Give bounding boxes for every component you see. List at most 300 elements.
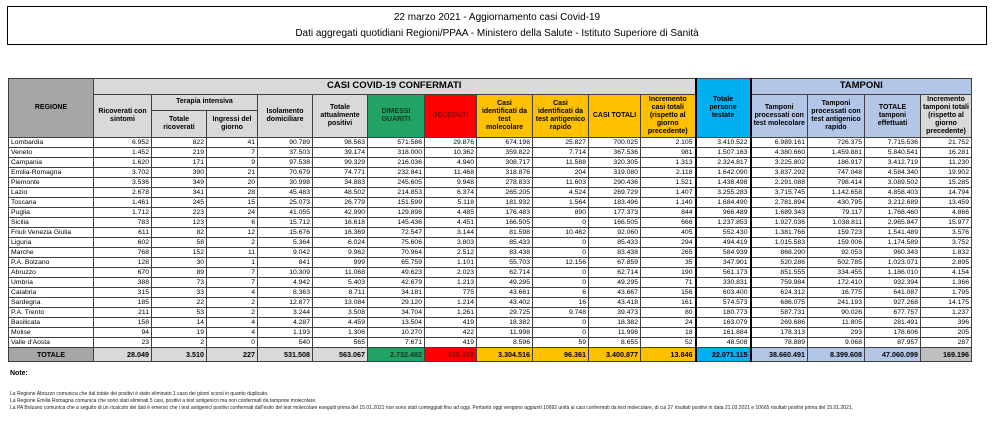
table-row — [9, 178, 972, 188]
data-cell: 8.655 — [589, 338, 641, 348]
data-cell: 4 — [207, 318, 258, 328]
data-cell: 960.343 — [865, 248, 921, 258]
data-cell: 16.618 — [313, 218, 368, 228]
data-cell: 13.504 — [368, 318, 425, 328]
data-cell: 1.768.460 — [865, 208, 921, 218]
data-cell: 163.079 — [696, 318, 751, 328]
data-cell: 70.964 — [368, 248, 425, 258]
data-cell: 129.898 — [368, 208, 425, 218]
data-cell: 241.193 — [808, 298, 865, 308]
data-cell: 4.858.403 — [865, 188, 921, 198]
data-cell: 494.419 — [696, 238, 751, 248]
data-cell: 18.382 — [477, 318, 533, 328]
data-cell: 10.270 — [368, 328, 425, 338]
data-cell: 294 — [641, 238, 696, 248]
data-cell: 80 — [641, 308, 696, 318]
data-cell: 1.642.090 — [696, 168, 751, 178]
data-cell: 1.237.853 — [696, 218, 751, 228]
column-header-incremento-casi: Incremento casi totali (rispetto al giorno precedente) — [641, 95, 696, 138]
data-cell: 405 — [641, 228, 696, 238]
data-cell: 6.374 — [425, 188, 477, 198]
data-cell: 15.977 — [921, 218, 972, 228]
data-cell: 502.785 — [808, 258, 865, 268]
data-cell: 23 — [94, 338, 152, 348]
data-cell: 1.541.489 — [865, 228, 921, 238]
data-cell: 11.068 — [313, 268, 368, 278]
data-cell: 3.508 — [313, 308, 368, 318]
region-name: Piemonte — [9, 178, 94, 188]
data-cell: 11.230 — [921, 158, 972, 168]
column-header-casi-antigenico: Casi identificati da test antigenico rapido — [533, 95, 589, 138]
data-cell: 41.055 — [258, 208, 313, 218]
data-cell: 670 — [94, 268, 152, 278]
data-cell: 15.285 — [921, 178, 972, 188]
data-cell: 293 — [808, 328, 865, 338]
data-cell: 24 — [641, 318, 696, 328]
column-header-totale-tamponi: TOTALE tamponi effettuati — [865, 95, 921, 138]
data-cell: 747.048 — [808, 168, 865, 178]
data-cell: 28 — [207, 188, 258, 198]
data-cell: 1.927.036 — [751, 218, 808, 228]
data-cell: 3.412.719 — [865, 158, 921, 168]
data-cell: 55.703 — [477, 258, 533, 268]
data-cell: 3.837.292 — [751, 168, 808, 178]
data-cell: 3.255.283 — [696, 188, 751, 198]
data-cell: 16.369 — [313, 228, 368, 238]
data-cell: 1.174.589 — [865, 238, 921, 248]
data-cell: 11.998 — [589, 328, 641, 338]
data-cell: 48.508 — [696, 338, 751, 348]
data-cell: 552.430 — [696, 228, 751, 238]
data-cell: 287 — [921, 338, 972, 348]
data-cell: 4 — [207, 328, 258, 338]
data-cell: 1.507.163 — [696, 148, 751, 158]
data-cell: 0 — [533, 328, 589, 338]
data-cell: 6.952 — [94, 138, 152, 148]
data-cell: 4.287 — [258, 318, 313, 328]
data-cell: 92.053 — [808, 248, 865, 258]
data-cell: 216.036 — [368, 158, 425, 168]
data-cell: 1.689.343 — [751, 208, 808, 218]
data-cell: 8.711 — [313, 288, 368, 298]
data-cell: 775 — [425, 288, 477, 298]
data-cell: 1.620 — [94, 158, 152, 168]
data-cell: 1.186.010 — [865, 268, 921, 278]
data-cell: 315 — [94, 288, 152, 298]
data-cell: 388 — [94, 278, 152, 288]
data-cell: 422 — [425, 328, 477, 338]
data-cell: 7 — [207, 278, 258, 288]
data-cell: 674.198 — [477, 138, 533, 148]
data-cell: 726.375 — [808, 138, 865, 148]
data-cell: 16.775 — [808, 288, 865, 298]
table-row — [9, 318, 972, 328]
data-cell: 92.060 — [589, 228, 641, 238]
data-cell: 180.773 — [696, 308, 751, 318]
data-cell: 6.024 — [313, 238, 368, 248]
data-cell: 0 — [207, 338, 258, 348]
data-cell: 85.433 — [589, 238, 641, 248]
table-row — [9, 138, 972, 148]
data-cell: 161.884 — [696, 328, 751, 338]
report-header — [7, 6, 987, 45]
data-cell: 0 — [533, 238, 589, 248]
data-cell: 12 — [207, 228, 258, 238]
data-cell: 430.795 — [808, 198, 865, 208]
data-cell: 2 — [152, 338, 207, 348]
data-cell: 45.483 — [258, 188, 313, 198]
table-row — [9, 198, 972, 208]
table-row — [9, 328, 972, 338]
data-cell: 42.990 — [313, 208, 368, 218]
data-cell: 34.704 — [368, 308, 425, 318]
data-cell: 12.877 — [258, 298, 313, 308]
data-cell: 1.038.811 — [808, 218, 865, 228]
data-cell: 563.067 — [313, 348, 368, 362]
data-cell: 390 — [152, 168, 207, 178]
data-cell: 176.483 — [477, 208, 533, 218]
data-cell: 4.451 — [425, 218, 477, 228]
data-cell: 7 — [207, 148, 258, 158]
data-cell: 90.026 — [808, 308, 865, 318]
data-cell: 341 — [152, 188, 207, 198]
data-cell: 927.268 — [865, 298, 921, 308]
region-name: Friuli Venezia Giulia — [9, 228, 94, 238]
data-cell: 6 — [207, 218, 258, 228]
data-cell: 999 — [313, 258, 368, 268]
region-name: Lombardia — [9, 138, 94, 148]
data-cell: 1.795 — [921, 288, 972, 298]
data-cell: 349 — [152, 178, 207, 188]
region-name: Campania — [9, 158, 94, 168]
data-cell: 43.667 — [589, 288, 641, 298]
data-cell: 2.895 — [921, 258, 972, 268]
table-row — [9, 248, 972, 258]
data-cell: 4.459 — [313, 318, 368, 328]
region-name: Abruzzo — [9, 268, 94, 278]
data-cell: 33 — [152, 288, 207, 298]
data-cell: 15.676 — [258, 228, 313, 238]
data-cell: 2 — [207, 308, 258, 318]
data-cell: 2.023 — [425, 268, 477, 278]
data-cell: 211 — [94, 308, 152, 318]
data-cell: 79.117 — [808, 208, 865, 218]
column-header-terapia-intensiva: Terapia intensiva — [152, 95, 258, 111]
data-cell: 318.000 — [368, 148, 425, 158]
data-cell: 396 — [921, 318, 972, 328]
data-cell: 2 — [207, 298, 258, 308]
data-cell: 38.660.491 — [751, 348, 808, 362]
data-cell: 1.407 — [641, 188, 696, 198]
data-cell: 89 — [152, 268, 207, 278]
data-cell: 3.244 — [258, 308, 313, 318]
data-cell: 19 — [152, 328, 207, 338]
note-line-abruzzo: La Regione Abruzzo comunica che dal totale dei positivi è stato eliminato 1 caso dei giorni scorsi in quanto duplicato. — [10, 391, 269, 397]
data-cell: 4.866 — [921, 208, 972, 218]
data-cell: 308.717 — [477, 158, 533, 168]
data-cell: 822 — [152, 138, 207, 148]
data-cell: 868.290 — [751, 248, 808, 258]
table-row — [9, 148, 972, 158]
data-cell: 798.414 — [808, 178, 865, 188]
data-cell: 0 — [533, 218, 589, 228]
data-cell: 700.025 — [589, 138, 641, 148]
data-cell: 4.584.340 — [865, 168, 921, 178]
data-cell: 1.712 — [94, 208, 152, 218]
data-cell: 18.382 — [589, 318, 641, 328]
data-cell: 1.521 — [641, 178, 696, 188]
data-cell: 2.678 — [94, 188, 152, 198]
group-header-row — [9, 79, 972, 95]
data-cell: 26.779 — [313, 198, 368, 208]
data-cell: 574.573 — [696, 298, 751, 308]
data-cell: 265 — [641, 248, 696, 258]
data-cell: 6.989.161 — [751, 138, 808, 148]
data-cell: 1.023.071 — [865, 258, 921, 268]
data-cell: 318.876 — [477, 168, 533, 178]
data-cell: 1.832 — [921, 248, 972, 258]
data-cell: 319.080 — [589, 168, 641, 178]
table-row — [9, 188, 972, 198]
data-cell: 223 — [152, 208, 207, 218]
data-cell: 6 — [533, 288, 589, 298]
data-cell: 53 — [152, 308, 207, 318]
data-cell: 72.547 — [368, 228, 425, 238]
data-cell: 540 — [258, 338, 313, 348]
data-cell: 186.917 — [808, 158, 865, 168]
data-cell: 624.312 — [751, 288, 808, 298]
data-cell: 34.181 — [368, 288, 425, 298]
data-cell: 10.462 — [533, 228, 589, 238]
data-cell: 3.715.745 — [751, 188, 808, 198]
data-cell: 11.468 — [425, 168, 477, 178]
data-cell: 1.313 — [641, 158, 696, 168]
data-cell: 178.606 — [865, 328, 921, 338]
table-row — [9, 238, 972, 248]
data-cell: 3.536 — [94, 178, 152, 188]
data-cell: 841 — [258, 258, 313, 268]
data-cell: 20 — [207, 178, 258, 188]
data-cell: 190 — [641, 268, 696, 278]
data-cell: 1.564 — [533, 198, 589, 208]
data-cell: 13.846 — [641, 348, 696, 362]
data-cell: 9.748 — [533, 308, 589, 318]
data-cell: 25.073 — [258, 198, 313, 208]
data-cell: 0 — [533, 248, 589, 258]
table-row — [9, 168, 972, 178]
data-cell: 58 — [152, 238, 207, 248]
region-name: Puglia — [9, 208, 94, 218]
column-header-tamponi-molecolare: Tamponi processati con test molecolare — [751, 95, 808, 138]
data-cell: 245.605 — [368, 178, 425, 188]
data-cell: 1.452 — [94, 148, 152, 158]
data-cell: 11.805 — [808, 318, 865, 328]
region-name: Marche — [9, 248, 94, 258]
data-cell: 21.752 — [921, 138, 972, 148]
data-cell: 97.538 — [258, 158, 313, 168]
data-cell: 7 — [207, 268, 258, 278]
data-cell: 7.715.536 — [865, 138, 921, 148]
data-cell: 3.752 — [921, 238, 972, 248]
region-name: Molise — [9, 328, 94, 338]
data-cell: 844 — [641, 208, 696, 218]
data-cell: 29.876 — [425, 138, 477, 148]
data-cell: 531.508 — [258, 348, 313, 362]
data-cell: 151.599 — [368, 198, 425, 208]
data-cell: 10.309 — [258, 268, 313, 278]
region-name: Valle d'Aosta — [9, 338, 94, 348]
region-name: Basilicata — [9, 318, 94, 328]
data-cell: 4.940 — [425, 158, 477, 168]
note-line-emilia-romagna: La Regione Emilia Romagna comunica che sono stati eliminati 5 casi, positivi a test antigenico ma non confermati da tampone molecolare. — [10, 397, 317, 404]
data-cell: 602 — [94, 238, 152, 248]
data-cell: 269.686 — [751, 318, 808, 328]
data-cell: 22.071.115 — [696, 348, 751, 362]
data-cell: 3.400.877 — [589, 348, 641, 362]
data-cell: 966.489 — [696, 208, 751, 218]
data-cell: 28.049 — [94, 348, 152, 362]
data-cell: 161 — [641, 298, 696, 308]
data-cell: 3.576 — [921, 228, 972, 238]
data-cell: 43.402 — [477, 298, 533, 308]
data-cell: 123 — [152, 218, 207, 228]
data-cell: 10.362 — [425, 148, 477, 158]
data-cell: 1.461 — [94, 198, 152, 208]
data-cell: 1.366 — [921, 278, 972, 288]
data-cell: 2.781.894 — [751, 198, 808, 208]
data-cell: 1.381.766 — [751, 228, 808, 238]
data-cell: 783 — [94, 218, 152, 228]
data-cell: 219 — [152, 148, 207, 158]
data-cell: 156 — [641, 288, 696, 298]
data-cell: 96.361 — [533, 348, 589, 362]
column-header-deceduti: DECEDUTI — [425, 95, 477, 138]
data-cell: 9.068 — [808, 338, 865, 348]
data-cell: 183.496 — [589, 198, 641, 208]
data-cell: 1.306 — [313, 328, 368, 338]
data-cell: 3.089.502 — [865, 178, 921, 188]
data-cell: 1.213 — [425, 278, 477, 288]
data-cell: 4.154 — [921, 268, 972, 278]
data-cell: 4.524 — [533, 188, 589, 198]
data-cell: 24 — [207, 208, 258, 218]
data-cell: 9.948 — [425, 178, 477, 188]
data-cell: 4 — [207, 288, 258, 298]
data-cell: 932.394 — [865, 278, 921, 288]
data-cell: 78.889 — [751, 338, 808, 348]
data-cell: 94 — [94, 328, 152, 338]
table-row — [9, 228, 972, 238]
data-cell: 166.505 — [477, 218, 533, 228]
data-cell: 128 — [94, 258, 152, 268]
data-cell: 11.998 — [477, 328, 533, 338]
data-cell: 2.512 — [425, 248, 477, 258]
data-cell: 7.671 — [368, 338, 425, 348]
data-cell: 281.491 — [865, 318, 921, 328]
column-header-attualmente-positivi: Totale attualmente positivi — [313, 95, 368, 138]
column-header-incremento-tamponi: Incremento tamponi totali (rispetto al giorno precedente) — [921, 95, 972, 138]
data-cell: 677.757 — [865, 308, 921, 318]
data-cell: 29.120 — [368, 298, 425, 308]
data-cell: 49.295 — [589, 278, 641, 288]
column-header-totale-ricoverati: Totale ricoverati — [152, 110, 207, 137]
data-cell: 159.723 — [808, 228, 865, 238]
data-cell: 4.380.660 — [751, 148, 808, 158]
data-cell: 70.679 — [258, 168, 313, 178]
data-cell: 330.831 — [696, 278, 751, 288]
data-cell: 584.939 — [696, 248, 751, 258]
data-cell: 290.436 — [589, 178, 641, 188]
data-cell: 11.603 — [533, 178, 589, 188]
data-cell: 3.702 — [94, 168, 152, 178]
data-cell: 4.942 — [258, 278, 313, 288]
data-cell: 205 — [921, 328, 972, 338]
data-cell: 82 — [152, 228, 207, 238]
data-cell: 29.725 — [477, 308, 533, 318]
data-cell: 73 — [152, 278, 207, 288]
data-cell: 611 — [94, 228, 152, 238]
data-cell: 5.364 — [258, 238, 313, 248]
column-header-casi-molecolare: Casi identificati da test molecolare — [477, 95, 533, 138]
table-row — [9, 218, 972, 228]
data-cell: 152 — [152, 248, 207, 258]
data-cell: 2.105 — [641, 138, 696, 148]
table-row — [9, 258, 972, 268]
table-row — [9, 208, 972, 218]
data-cell: 171 — [152, 158, 207, 168]
column-header-isolamento: Isolamento domiciliare — [258, 95, 313, 138]
data-cell: 13.084 — [313, 298, 368, 308]
data-cell: 158 — [94, 318, 152, 328]
data-cell: 9.042 — [258, 248, 313, 258]
data-cell: 145.436 — [368, 218, 425, 228]
data-cell: 1.459.881 — [808, 148, 865, 158]
data-cell: 18 — [641, 328, 696, 338]
data-cell: 19.902 — [921, 168, 972, 178]
region-name: Sicilia — [9, 218, 94, 228]
sub-header-row-1 — [9, 95, 972, 111]
data-cell: 47.060.099 — [865, 348, 921, 362]
data-cell: 172.410 — [808, 278, 865, 288]
table-row — [9, 338, 972, 348]
data-cell: 4.485 — [425, 208, 477, 218]
data-cell: 16 — [533, 298, 589, 308]
data-cell: 75.606 — [368, 238, 425, 248]
data-cell: 90.789 — [258, 138, 313, 148]
column-header-dimessi-guariti: DIMESSI GUARITI — [368, 95, 425, 138]
notes-title: Note: — [10, 370, 28, 377]
data-cell: 37.503 — [258, 148, 313, 158]
table-row — [9, 268, 972, 278]
data-cell: 2.732.482 — [368, 348, 425, 362]
data-cell: 571.586 — [368, 138, 425, 148]
data-cell: 561.173 — [696, 268, 751, 278]
report-date-title: 22 marzo 2021 - Aggiornamento casi Covid-19 — [393, 12, 601, 23]
data-cell: 0 — [533, 318, 589, 328]
data-cell: 565 — [313, 338, 368, 348]
region-name: Umbria — [9, 278, 94, 288]
data-cell: 15 — [207, 198, 258, 208]
data-cell: 419 — [425, 318, 477, 328]
data-cell: 14 — [152, 318, 207, 328]
column-header-persone-testate: Totale persone testate — [696, 79, 751, 138]
data-cell: 851.555 — [751, 268, 808, 278]
data-cell: 87.957 — [865, 338, 921, 348]
data-cell: 1.214 — [425, 298, 477, 308]
region-name: Lazio — [9, 188, 94, 198]
data-cell: 67.859 — [589, 258, 641, 268]
data-cell: 98.563 — [313, 138, 368, 148]
